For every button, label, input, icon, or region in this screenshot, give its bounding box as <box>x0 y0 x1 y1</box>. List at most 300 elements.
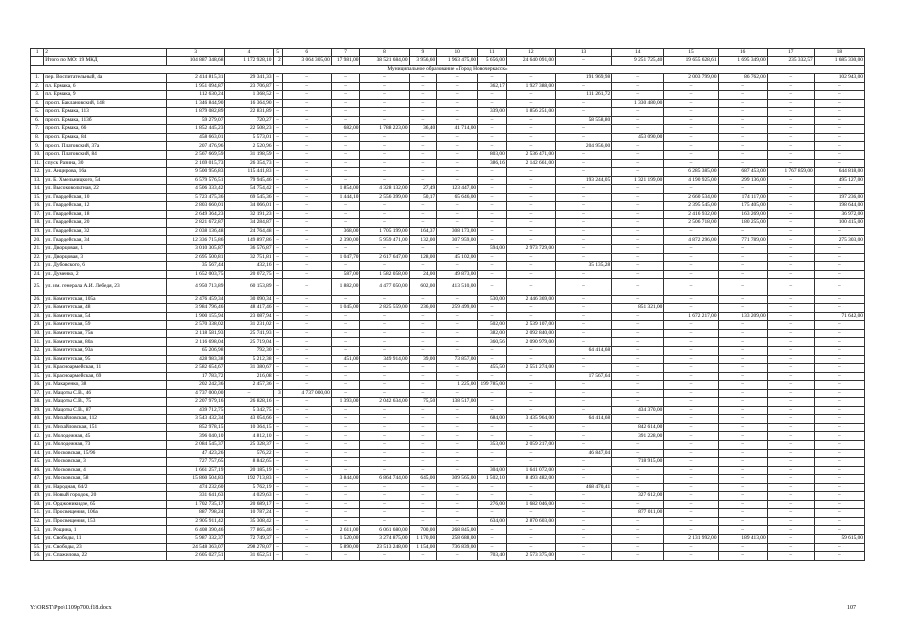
table-row <box>31 423 865 432</box>
table-cell: – <box>767 262 814 271</box>
table-cell: – <box>409 483 437 492</box>
table-cell: – <box>767 423 814 432</box>
table-cell: – <box>360 202 409 211</box>
table-cell: – <box>767 236 814 245</box>
table-cell: 3 064 305,00 <box>282 57 331 66</box>
table-cell: – <box>814 295 864 304</box>
table-cell: – <box>282 227 331 236</box>
table-cell: – <box>555 389 611 398</box>
table-cell: 38 521 684,00 <box>360 57 409 66</box>
table-cell: – <box>814 253 864 262</box>
table-cell: – <box>273 458 282 467</box>
table-cell: – <box>478 125 507 134</box>
table-cell: 2 695 500,81 <box>167 253 225 262</box>
table-cell: – <box>506 219 555 228</box>
table-cell: ул. Красноармейская, 11 <box>44 364 167 373</box>
table-row <box>31 329 865 338</box>
table-cell: – <box>814 458 864 467</box>
table-cell: 24 764,48 <box>225 227 273 236</box>
table-cell: 100 415,00 <box>814 219 864 228</box>
table-cell: – <box>282 321 331 330</box>
table-cell: – <box>506 543 555 552</box>
table-cell: – <box>718 526 767 535</box>
table-cell: – <box>331 381 360 390</box>
table-cell: 24,00 <box>409 270 437 279</box>
table-cell: – <box>506 227 555 236</box>
table-cell: – <box>612 415 664 424</box>
table-row <box>31 108 865 117</box>
table-cell: – <box>612 202 664 211</box>
table-cell: – <box>718 151 767 160</box>
table-cell: – <box>664 466 718 475</box>
table-row <box>31 406 865 415</box>
table-cell: – <box>409 142 437 151</box>
table-cell: – <box>273 270 282 279</box>
table-cell: – <box>437 133 478 142</box>
table-cell: 4 737 000,00 <box>282 389 331 398</box>
table-cell: ул. Комитетская, 48 <box>44 304 167 313</box>
table-cell: 128,00 <box>409 253 437 262</box>
table-cell: – <box>506 406 555 415</box>
table-cell: 25 741,93 <box>225 329 273 338</box>
table-cell: 2 169 015,73 <box>167 159 225 168</box>
table-cell: – <box>282 483 331 492</box>
table-cell: ул. Молодежная, 73 <box>44 441 167 450</box>
table-cell: 1 641 072,00 <box>506 466 555 475</box>
table-cell: – <box>273 116 282 125</box>
table-cell: 29. <box>31 321 44 330</box>
table-cell: 2 142 661,00 <box>506 159 555 168</box>
table-cell: – <box>718 91 767 100</box>
table-cell: – <box>555 245 611 254</box>
table-cell: – <box>555 432 611 441</box>
table-cell: – <box>360 133 409 142</box>
table-cell: ул. Мацоты С.В., 46 <box>44 389 167 398</box>
table-cell: 15. <box>31 193 44 202</box>
table-cell: – <box>478 355 507 364</box>
table-cell: – <box>814 355 864 364</box>
table-cell: – <box>506 279 555 296</box>
table-cell: – <box>612 279 664 296</box>
table-cell: 133 209,00 <box>718 312 767 321</box>
table-cell: 20 072,75 <box>225 270 273 279</box>
table-cell: 360,56 <box>478 338 507 347</box>
table-cell: – <box>814 406 864 415</box>
table-cell: – <box>664 185 718 194</box>
table-cell: – <box>360 245 409 254</box>
table-cell: 2 042 634,00 <box>360 398 409 407</box>
table-cell: – <box>664 99 718 108</box>
table-cell: – <box>360 432 409 441</box>
table-cell: – <box>478 312 507 321</box>
table-cell: – <box>478 227 507 236</box>
table-cell: – <box>664 552 718 561</box>
table-cell: – <box>282 99 331 108</box>
table-cell: 1 502,10 <box>478 475 507 484</box>
table-cell: – <box>664 415 718 424</box>
table-cell: 198 644,00 <box>814 202 864 211</box>
table-cell: – <box>718 125 767 134</box>
table-cell: – <box>282 543 331 552</box>
table-cell: – <box>273 321 282 330</box>
table-cell: – <box>331 245 360 254</box>
table-row <box>31 432 865 441</box>
table-cell: – <box>506 304 555 313</box>
table-cell: – <box>478 270 507 279</box>
table-cell: 8 493 482,00 <box>506 475 555 484</box>
table-cell: ул. Гвардейская, 18 <box>44 210 167 219</box>
table-cell: – <box>478 449 507 458</box>
table-cell: – <box>612 125 664 134</box>
table-cell: 771 789,00 <box>718 236 767 245</box>
table-cell: 17 <box>767 49 814 57</box>
table-cell: – <box>273 133 282 142</box>
table-cell: – <box>409 389 437 398</box>
table-cell: – <box>555 108 611 117</box>
table-cell: – <box>767 99 814 108</box>
page-number: 107 <box>847 605 856 611</box>
table-cell: ул. Красноармейская, 69 <box>44 372 167 381</box>
table-cell: – <box>282 441 331 450</box>
table-cell: – <box>664 500 718 509</box>
table-cell: 3 956,60 <box>409 57 437 66</box>
table-cell: – <box>478 398 507 407</box>
table-cell: – <box>478 535 507 544</box>
table-cell: – <box>331 142 360 151</box>
table-cell: 199 785,00 <box>478 381 507 390</box>
table-cell: – <box>664 475 718 484</box>
table-cell: – <box>437 295 478 304</box>
table-cell: – <box>478 99 507 108</box>
table-cell: – <box>478 74 507 83</box>
table-cell: – <box>767 125 814 134</box>
table-cell: – <box>767 227 814 236</box>
table-cell: – <box>409 116 437 125</box>
table-cell: – <box>718 253 767 262</box>
table-cell: – <box>360 312 409 321</box>
table-cell: 204 956,00 <box>555 142 611 151</box>
table-cell: – <box>282 159 331 168</box>
table-cell: 123 447,00 <box>437 185 478 194</box>
table-cell: – <box>273 151 282 160</box>
table-cell: 13 <box>555 49 611 57</box>
table-cell: 35. <box>31 372 44 381</box>
table-cell: – <box>273 295 282 304</box>
table-cell: – <box>814 133 864 142</box>
table-cell: 180 255,00 <box>718 219 767 228</box>
table-cell: – <box>555 355 611 364</box>
table-row <box>31 552 865 561</box>
table-cell: 65 646,00 <box>437 193 478 202</box>
table-cell: 4 328 132,00 <box>360 185 409 194</box>
table-cell: 327 612,00 <box>612 492 664 501</box>
table-cell: 3 274 875,00 <box>360 535 409 544</box>
table-cell: – <box>506 492 555 501</box>
table-cell: – <box>555 492 611 501</box>
table-cell: 19 655 628,61 <box>664 57 718 66</box>
table-cell: – <box>437 492 478 501</box>
table-cell: – <box>612 168 664 177</box>
table-cell: 36 972,00 <box>814 210 864 219</box>
table-cell: ул. Дубовского, 6 <box>44 262 167 271</box>
table-cell: ул. Московская, 58 <box>44 475 167 484</box>
table-cell: – <box>612 91 664 100</box>
table-cell: 18 <box>814 49 864 57</box>
table-cell: – <box>437 423 478 432</box>
table-cell: – <box>664 338 718 347</box>
table-cell: – <box>814 151 864 160</box>
table-cell: 26. <box>31 295 44 304</box>
table-row <box>31 304 865 313</box>
table-cell: 24 548 363,07 <box>167 543 225 552</box>
table-cell: ул. Народная, 64/2 <box>44 483 167 492</box>
table-cell: 382,00 <box>478 329 507 338</box>
table-row <box>31 262 865 271</box>
table-cell: 3 543 432,34 <box>167 415 225 424</box>
table-cell: 52. <box>31 517 44 526</box>
table-cell: 31 380,67 <box>225 364 273 373</box>
table-cell: 75,50 <box>409 398 437 407</box>
table-row <box>31 398 865 407</box>
table-cell: – <box>555 321 611 330</box>
table-cell: 2 090 979,00 <box>506 338 555 347</box>
table-cell: – <box>555 406 611 415</box>
table-cell: – <box>718 415 767 424</box>
table-cell: – <box>282 338 331 347</box>
table-cell: 5 987 332,37 <box>167 535 225 544</box>
table-cell: – <box>718 458 767 467</box>
table-cell: – <box>360 509 409 518</box>
table-cell: – <box>718 82 767 91</box>
table-cell: 55. <box>31 543 44 552</box>
table-cell: 4 506 333,42 <box>167 185 225 194</box>
table-cell: 6 285 385,00 <box>664 168 718 177</box>
table-cell: 216,08 <box>225 372 273 381</box>
table-cell: 2 131 992,00 <box>664 535 718 544</box>
table-cell: 5 890,00 <box>331 543 360 552</box>
table-cell: – <box>506 347 555 356</box>
table-cell: – <box>506 270 555 279</box>
table-cell: 22 831,89 <box>225 108 273 117</box>
table-cell: просп. Ермака, 113б <box>44 116 167 125</box>
table-cell: – <box>664 321 718 330</box>
table-cell: – <box>718 543 767 552</box>
table-cell: 1 652 003,75 <box>167 270 225 279</box>
table-cell: – <box>360 210 409 219</box>
table-cell: 45 102,00 <box>437 253 478 262</box>
table-cell: 138 517,00 <box>437 398 478 407</box>
table-cell: просп. Платовский, 37а <box>44 142 167 151</box>
table-cell: – <box>506 168 555 177</box>
table-cell: ул. Просвещения, 153 <box>44 517 167 526</box>
table-cell: 71 642,00 <box>814 312 864 321</box>
table-cell: – <box>506 398 555 407</box>
table-cell: – <box>664 159 718 168</box>
table-cell: – <box>282 347 331 356</box>
table-row <box>31 236 865 245</box>
table-cell: – <box>718 517 767 526</box>
table-cell: – <box>437 151 478 160</box>
table-cell: 235 332,57 <box>767 57 814 66</box>
table-cell: 193 244,05 <box>555 176 611 185</box>
table-row <box>31 176 865 185</box>
table-cell: 25. <box>31 279 44 296</box>
table-cell: 24 640 091,00 <box>506 57 555 66</box>
table-cell: – <box>478 168 507 177</box>
table-cell: – <box>331 552 360 561</box>
table-cell: 36 576,87 <box>225 245 273 254</box>
table-cell: – <box>767 202 814 211</box>
table-cell: 4 190 925,00 <box>664 176 718 185</box>
table-row <box>31 517 865 526</box>
table-cell: 703,40 <box>478 552 507 561</box>
table-cell: 26 828,16 <box>225 398 273 407</box>
table-cell: – <box>612 185 664 194</box>
table-cell: – <box>506 99 555 108</box>
table-cell: 1 321 199,00 <box>612 176 664 185</box>
table-cell: – <box>331 415 360 424</box>
table-cell: 1 582 058,00 <box>360 270 409 279</box>
table-cell: 720,27 <box>225 116 273 125</box>
table-cell: – <box>282 372 331 381</box>
table-cell: – <box>555 364 611 373</box>
table-cell: – <box>437 406 478 415</box>
table-cell: – <box>506 355 555 364</box>
table-cell: – <box>282 406 331 415</box>
table-cell: – <box>409 219 437 228</box>
table-cell: – <box>718 270 767 279</box>
table-cell: – <box>664 372 718 381</box>
table-cell: – <box>767 535 814 544</box>
table-cell: 29 341,33 <box>225 74 273 83</box>
table-cell: – <box>555 202 611 211</box>
table-cell: – <box>612 543 664 552</box>
table-cell: – <box>437 415 478 424</box>
table-cell: 112 630,24 <box>167 91 225 100</box>
table-row <box>31 91 865 100</box>
table-cell: – <box>612 338 664 347</box>
table-cell: – <box>478 219 507 228</box>
table-cell: – <box>360 466 409 475</box>
table-cell: 13. <box>31 176 44 185</box>
table-cell: – <box>478 133 507 142</box>
section-row <box>31 65 865 74</box>
table-row <box>31 142 865 151</box>
table-cell: – <box>718 406 767 415</box>
table-cell: – <box>409 441 437 450</box>
table-cell: – <box>664 262 718 271</box>
table-cell: 64 414,68 <box>555 415 611 424</box>
table-cell: – <box>767 517 814 526</box>
table-cell: 887 798,24 <box>167 509 225 518</box>
table-cell: 2 416 932,00 <box>664 210 718 219</box>
table-cell: 69 545,36 <box>225 193 273 202</box>
table-cell: просп. Платовский, 84 <box>44 151 167 160</box>
table-cell: – <box>282 517 331 526</box>
table-cell: – <box>409 151 437 160</box>
table-cell: 53. <box>31 526 44 535</box>
table-cell: 12. <box>31 168 44 177</box>
table-cell: – <box>767 338 814 347</box>
table-cell: – <box>767 389 814 398</box>
table-cell: 115 441,83 <box>225 168 273 177</box>
table-cell: – <box>273 262 282 271</box>
table-cell: 5 959 471,00 <box>360 236 409 245</box>
table-cell: – <box>612 364 664 373</box>
table-cell: – <box>360 406 409 415</box>
table-cell: – <box>273 99 282 108</box>
table-cell: ул. Мацоты С.В., 75 <box>44 398 167 407</box>
table-cell: 49. <box>31 492 44 501</box>
table-row <box>31 159 865 168</box>
table-row <box>31 500 865 509</box>
table-cell: 175 405,00 <box>718 202 767 211</box>
table-cell: – <box>478 185 507 194</box>
table-cell: 309 565,00 <box>437 475 478 484</box>
table-cell: ул. Макаренко, 38 <box>44 381 167 390</box>
table-cell: 2 570 338,02 <box>167 321 225 330</box>
table-cell: 22 508,23 <box>225 125 273 134</box>
table-cell: ул. Комитетская, 59 <box>44 321 167 330</box>
table-row <box>31 509 865 518</box>
table-cell: – <box>437 517 478 526</box>
table-cell: – <box>555 526 611 535</box>
table-row <box>31 133 865 142</box>
table-cell: – <box>409 492 437 501</box>
table-cell: – <box>612 210 664 219</box>
section-title: Муниципальное образование «Город Новочеркасск» <box>31 65 865 74</box>
table-cell: 31 231,02 <box>225 321 273 330</box>
table-row <box>31 279 865 296</box>
table-cell: ул. Гвардейская, 20 <box>44 219 167 228</box>
table-cell: – <box>282 355 331 364</box>
table-cell: – <box>478 372 507 381</box>
table-cell: ул. Комитетская, 93а <box>44 347 167 356</box>
table-cell: – <box>814 347 864 356</box>
table-cell: – <box>767 458 814 467</box>
table-cell: – <box>437 329 478 338</box>
table-cell: – <box>478 176 507 185</box>
table-cell: – <box>718 441 767 450</box>
table-cell: – <box>814 492 864 501</box>
table-cell: 396 040,10 <box>167 432 225 441</box>
table-cell: – <box>814 329 864 338</box>
table-cell: 47. <box>31 475 44 484</box>
table-cell: – <box>282 270 331 279</box>
table-cell: – <box>331 492 360 501</box>
table-cell: 12 336 715,86 <box>167 236 225 245</box>
table-cell: – <box>767 304 814 313</box>
table-cell: 5 656,00 <box>478 57 507 66</box>
table-cell: – <box>409 466 437 475</box>
table-cell: – <box>409 423 437 432</box>
table-cell: – <box>506 458 555 467</box>
table-cell: – <box>273 475 282 484</box>
table-cell: – <box>612 295 664 304</box>
table-cell: – <box>409 449 437 458</box>
table-cell: – <box>506 423 555 432</box>
table-cell: – <box>437 432 478 441</box>
table-cell: – <box>555 125 611 134</box>
table-cell: ул. Гвардейская, 12 <box>44 202 167 211</box>
table-cell: – <box>767 355 814 364</box>
table-cell: ул. Б. Хмельницкого, 54 <box>44 176 167 185</box>
table-cell: – <box>718 245 767 254</box>
table-cell: 2 520,96 <box>225 142 273 151</box>
table-row <box>31 227 865 236</box>
table-cell: – <box>282 245 331 254</box>
table-cell: – <box>718 321 767 330</box>
